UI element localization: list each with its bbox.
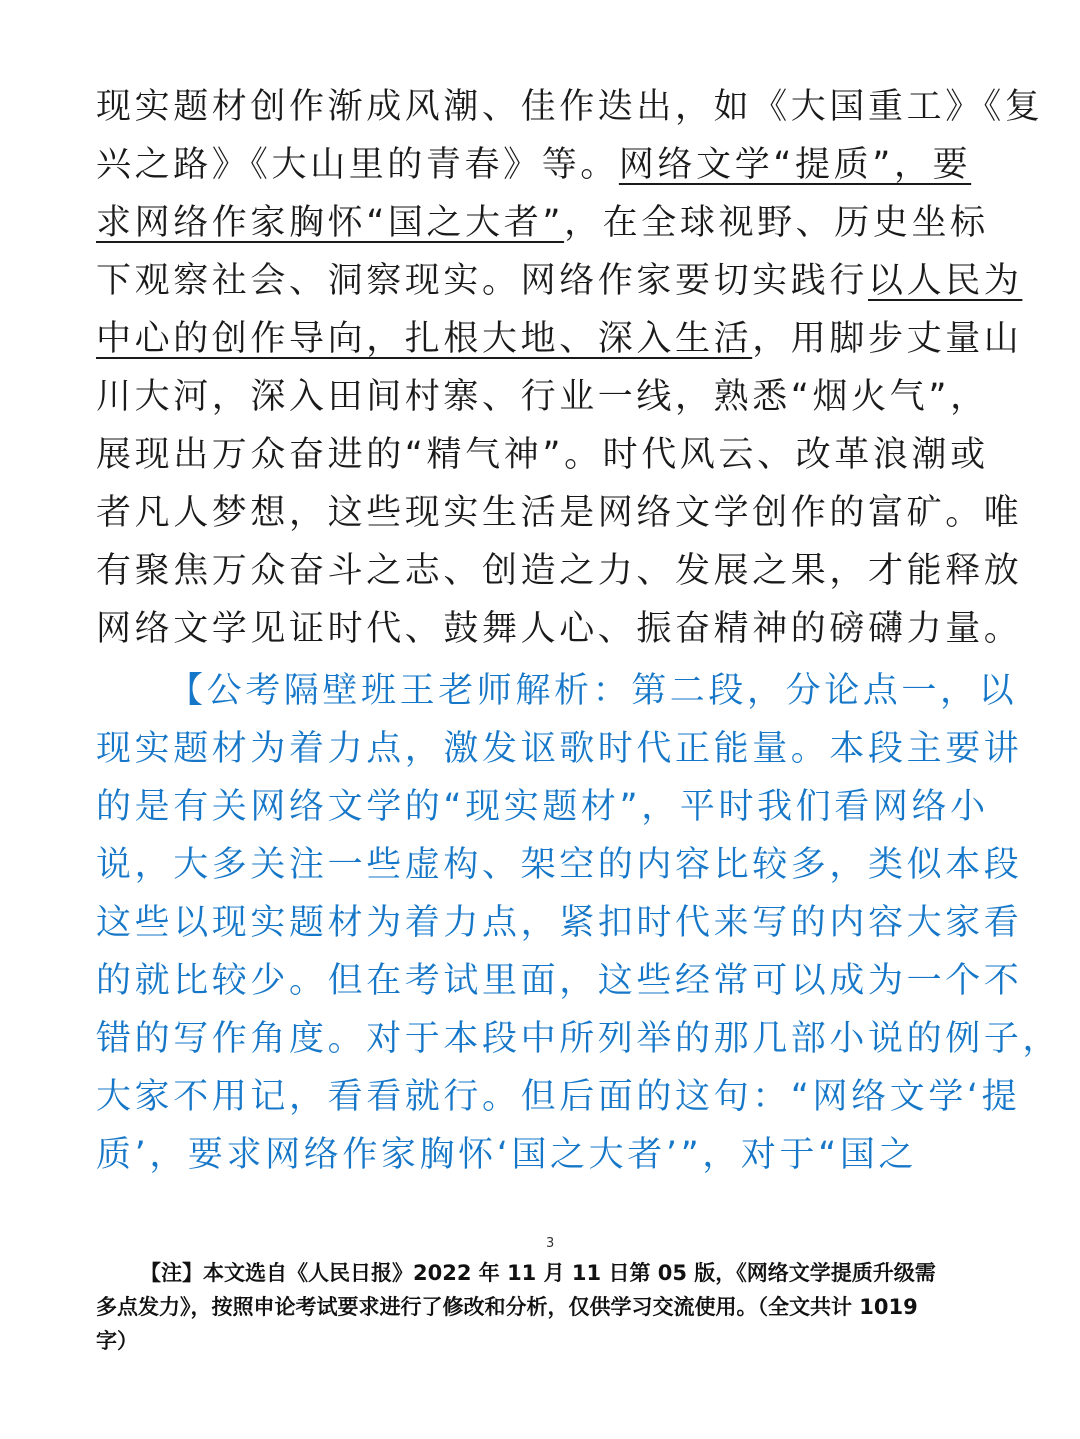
body-line-2: 兴之路》《大山里的青春》等。网络文学“提质”，要: [96, 145, 972, 185]
body-line-1: 现实题材创作渐成风潮、佳作迭出，如《大国重工》《复: [96, 87, 1044, 127]
underlined-phrase: 以人民为: [868, 261, 1023, 301]
body-line-3: 求网络作家胸怀“国之大者”，在全球视野、历史坐标: [96, 203, 989, 243]
analysis-line-5: 这些以现实题材为着力点，紧扣时代来写的内容大家看: [96, 903, 1023, 943]
footnote-line-2: 多点发力》，按照申论考试要求进行了修改和分析，仅供学习交流使用。（全文共计 1019: [96, 1295, 918, 1319]
body-line-5: 中心的创作导向，扎根大地、深入生活，用脚步丈量山: [96, 319, 1023, 359]
analysis-line-6: 的就比较少。但在考试里面，这些经常可以成为一个不: [96, 961, 1023, 1001]
analysis-line-4: 说，大多关注一些虚构、架空的内容比较多，类似本段: [96, 845, 1023, 885]
underlined-phrase: 网络文学“提质”，要: [618, 145, 972, 185]
page-number: 3: [546, 1236, 555, 1251]
footnote-line-1: 【注】本文选自《人民日报》2022 年 11 月 11 日第 05 版，《网络文学提质升级需: [140, 1261, 936, 1285]
body-line-8: 者凡人梦想，这些现实生活是网络文学创作的富矿。唯: [96, 493, 1023, 533]
analysis-line-1: 【公考隔壁班王老师解析：第二段，分论点一，以: [168, 671, 1018, 711]
body-line-10: 网络文学见证时代、鼓舞人心、振奋精神的磅礴力量。: [96, 609, 1023, 649]
footnote-line-3: 字）: [96, 1329, 138, 1353]
analysis-line-2: 现实题材为着力点，激发讴歌时代正能量。本段主要讲: [96, 729, 1023, 769]
body-line-4: 下观察社会、洞察现实。网络作家要切实践行以人民为: [96, 261, 1023, 301]
analysis-line-9: 质’，要求网络作家胸怀‘国之大者’”，对于“国之: [96, 1135, 918, 1175]
body-line-7: 展现出万众奋进的“精气神”。时代风云、改革浪潮或: [96, 435, 989, 475]
analysis-line-7: 错的写作角度。对于本段中所列举的那几部小说的例子，: [96, 1019, 1062, 1059]
body-line-6: 川大河，深入田间村寨、行业一线，熟悉“烟火气”，: [96, 377, 989, 417]
analysis-line-8: 大家不用记，看看就行。但后面的这句：“网络文学‘提: [96, 1077, 1021, 1117]
underlined-phrase: 求网络作家胸怀“国之大者”: [96, 203, 565, 243]
underlined-phrase: 中心的创作导向，扎根大地、深入生活: [96, 319, 753, 359]
body-line-9: 有聚焦万众奋斗之志、创造之力、发展之果，才能释放: [96, 551, 1023, 591]
analysis-line-3: 的是有关网络文学的“现实题材”，平时我们看网络小: [96, 787, 989, 827]
